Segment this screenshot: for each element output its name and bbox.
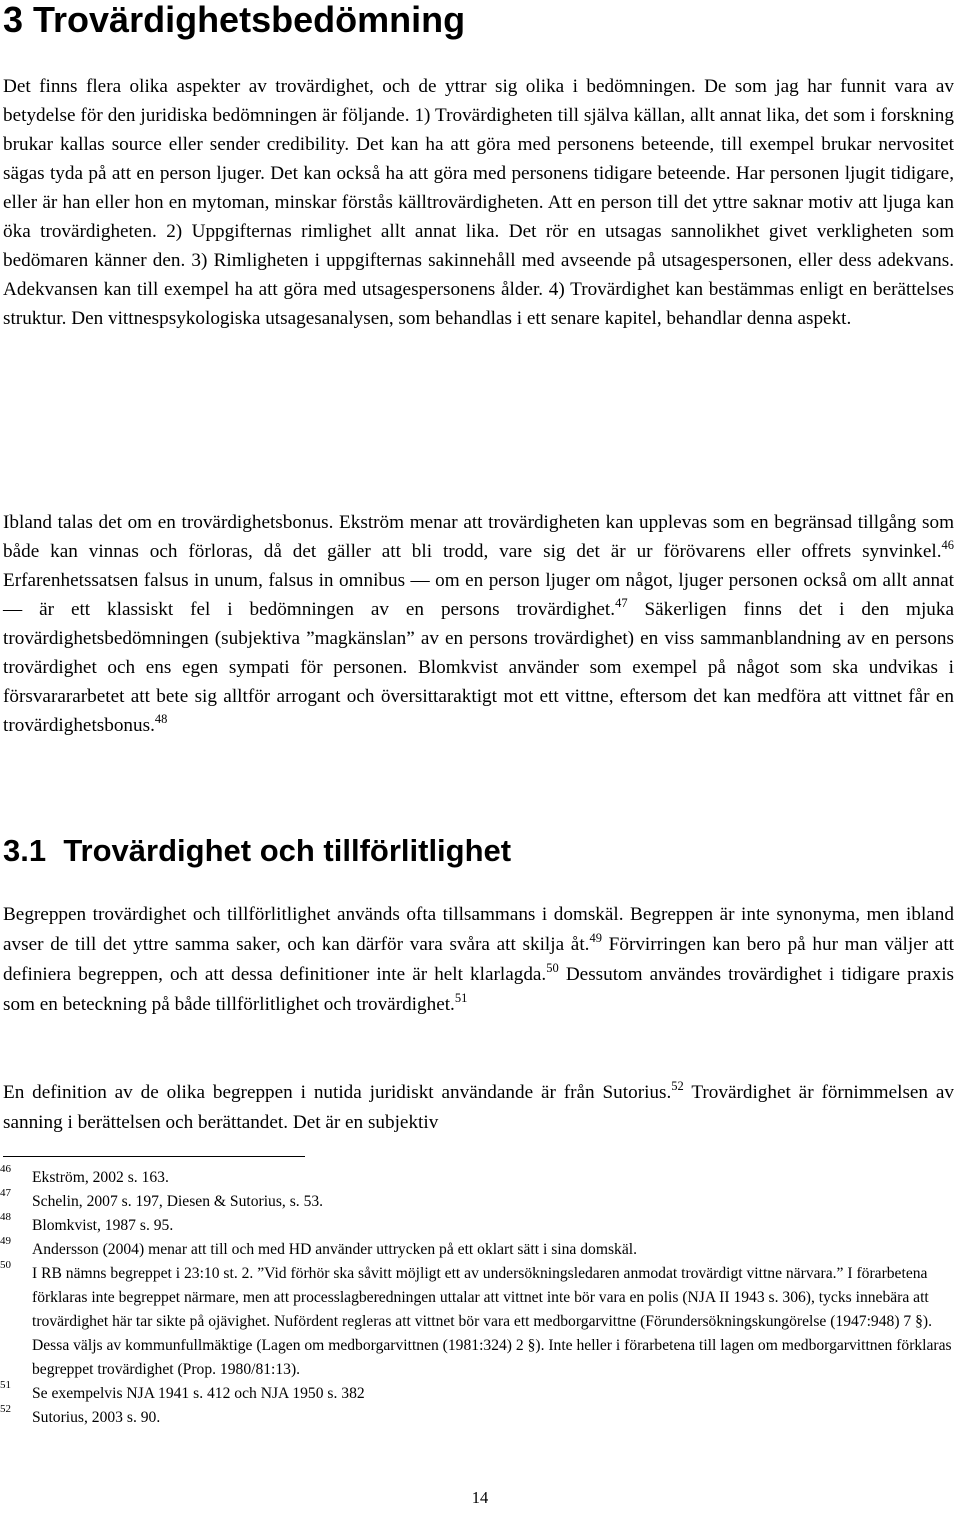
- footnote-number: 49: [0, 1235, 11, 1247]
- footnote-text: Blomkvist, 1987 s. 95.: [32, 1217, 174, 1234]
- footnote-text: Schelin, 2007 s. 197, Diesen & Sutorius, s. 53.: [32, 1193, 324, 1210]
- footnote-52: [0, 1403, 954, 1430]
- footnote-number: 50: [0, 1259, 11, 1271]
- footnote-text: I RB nämns begreppet i 23:10 st. 2. ”Vid förhör ska såvitt möjligt ett av undersökningsledaren anmodat trovärdigt vittne närvara.” I förarbetena förklaras inte begreppet närmare, men att processlagberedningen uttalar att vittnet inte bör vara en polis (NJA II 1943 s. 306), tycks innebära att trovärdighet här tar sikte på ojävighet. Nufördent regleras att vittnet bör vara ett medborgarvittne (Förundersökningskungörelse (1947:948) 7 §). Dessa väljs av kommunfullmäktige (Lagen om medborgarvittnen (1981:324) 2 §). Inte heller i förarbetena till lagen om medborgarvittnen förklaras begreppet trovärdighet (Prop. 1980/81:13).: [32, 1265, 952, 1378]
- footnote-ref-46[interactable]: 46: [941, 538, 954, 552]
- paragraph-text: En definition av de olika begreppen i nutida juridiskt användande är från Sutorius.: [3, 1082, 672, 1103]
- footnote-48: [0, 1211, 954, 1238]
- paragraph-text: Förvirringen kan bero på hur man väljer att definiera begreppen, och att dessa definitioner inte är helt klarlagda.: [3, 934, 954, 985]
- footnote-ref-48[interactable]: 48: [154, 712, 168, 726]
- footnote-49: [0, 1235, 954, 1262]
- paragraph-text: Erfarenhetssatsen falsus in unum, falsus in omnibus — om en person ljuger om något, ljuger personen också om allt annat — är ett klassiskt fel i bedömningen av en persons trovärdighet.: [3, 570, 954, 620]
- section-heading: 3.1 Trovärdighet och tillförlitlighet: [3, 833, 512, 868]
- footnote-ref-52[interactable]: 52: [671, 1079, 684, 1093]
- footnote-text: Sutorius, 2003 s. 90.: [32, 1409, 161, 1426]
- footnote-number: 47: [0, 1187, 11, 1199]
- footnote-number: 48: [0, 1211, 11, 1223]
- body-paragraph-1: [3, 72, 954, 333]
- paragraph-text: Dessutom användes trovärdighet i tidigare praxis som en beteckning på både tillförlitlighet och trovärdighet.: [3, 964, 954, 1015]
- paragraph-text: Det finns flera olika aspekter av trovärdighet, och de yttrar sig olika i bedömningen. De som jag har funnit vara av betydelse för den juridiska bedömningen är följande. 1) Trovärdigheten till själva källan, allt annat lika, det som i forskning brukar kallas source eller sender credibility. Det kan ha att göra med personens beteende, till exempel brukar nervositet sägas tyda på att en person ljuger. Det kan också ha att göra med personens tidigare beteende. Har personen ljugit tidigare, eller är han eller hon en mytoman, minskar förstås källtrovärdigheten. Att en person till det yttre saknar motiv att ljuga kan öka trovärdigheten. 2) Uppgifternas rimlighet allt annat lika. Det rör en utsagas sannolikhet givet verkligheten som bedömaren känner den. 3) Rimligheten i uppgifternas sakinnehåll med avseende på utsagespersonen, eller dess adekvans. Adekvansen kan till exempel ha att göra med utsagespersonens ålder. 4) Trovärdighet kan bestämmas enligt en berättelses struktur. Den vittnespsykologiska utsagesanalysen, som behandlas i ett senare kapitel, behandlar denna aspekt.: [3, 76, 954, 329]
- chapter-heading: 3 Trovärdighetsbedömning: [3, 0, 466, 40]
- body-paragraph-3: [3, 900, 954, 1020]
- footnote-number: 51: [0, 1379, 11, 1391]
- footnote-ref-49[interactable]: 49: [589, 931, 602, 945]
- body-paragraph-2: [3, 508, 954, 740]
- paragraph-text: Ibland talas det om en trovärdighetsbonus. Ekström menar att trovärdigheten kan upplevas som en begränsad tillgång som både kan vinnas och förloras, då det gäller att bli trodd, vare sig det är ur förövarens eller offrets synvinkel.: [3, 512, 954, 562]
- footnote-ref-50[interactable]: 50: [546, 961, 559, 975]
- footnote-text: Andersson (2004) menar att till och med HD använder uttrycken på ett oklart sätt i sina domskäl.: [32, 1241, 637, 1258]
- footnote-ref-47[interactable]: 47: [615, 596, 628, 610]
- paragraph-text: Begreppen trovärdighet och tillförlitlighet används ofta tillsammans i domskäl. Begreppen är inte synonyma, men ibland avser de till det yttre samma saker, och kan därför vara svåra att skilja åt.: [3, 904, 954, 955]
- footnote-number: 52: [0, 1403, 11, 1415]
- footnote-number: 46: [0, 1163, 11, 1175]
- footnote-separator: [3, 1156, 305, 1157]
- paragraph-text: Trovärdighet är förnimmelsen av sanning i berättelsen och berättandet. Det är en subjektiv: [3, 1082, 955, 1133]
- footnotes-list: [0, 1163, 960, 1430]
- footnote-46: [0, 1163, 954, 1190]
- footnote-51: [0, 1379, 954, 1406]
- page-number: 14: [471, 1488, 489, 1507]
- footnote-text: Se exempelvis NJA 1941 s. 412 och NJA 1950 s. 382: [32, 1385, 365, 1402]
- footnote-ref-51[interactable]: 51: [454, 991, 468, 1005]
- paragraph-text: Säkerligen finns det i den mjuka trovärdighetsbedömningen (subjektiva ”magkänslan” av en persons trovärdighet) en viss sammanblandning av en persons trovärdighet och ens egen sympati för personen. Blomkvist använder som exempel på något som ska undvikas i försvarararbetet att bete sig alltför arrogant och översittaraktigt mot ett vittne, eftersom det kan medföra att vittnet får en trovärdighetsbonus.: [3, 599, 954, 736]
- footnote-47: [0, 1187, 954, 1214]
- footnote-text: Ekström, 2002 s. 163.: [32, 1169, 169, 1186]
- footnote-50: [0, 1259, 954, 1382]
- body-paragraph-4: [3, 1078, 954, 1138]
